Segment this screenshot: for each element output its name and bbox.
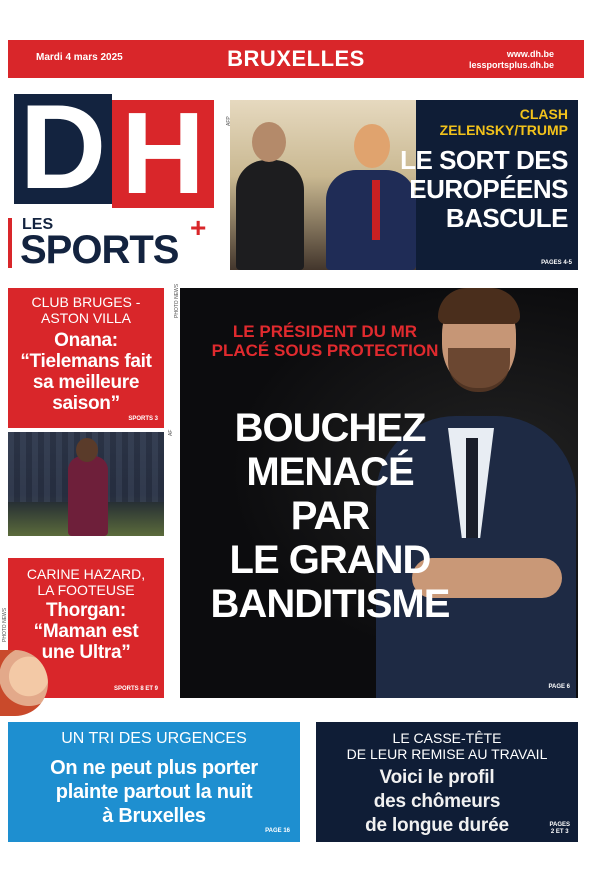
club-quote-line: Onana: [54,330,118,351]
photo-head-left [252,122,286,162]
url-sports[interactable]: lessportsplus.dh.be [468,60,554,70]
teaser-kicker-line: ZELENSKY/TRUMP [439,122,568,138]
urgences-headline-line: On ne peut plus porter [50,757,258,779]
photo-credit-af: AF [168,429,174,436]
club-kicker-line: CLUB BRUGES - [31,294,141,310]
chomeurs-kicker-line: DE LEUR REMISE AU TRAVAIL [346,746,548,762]
logo-letter-d: D [19,80,107,214]
club-kicker-line: ASTON VILLA [40,310,131,326]
urgences-headline-line: plainte partout la nuit [55,781,253,803]
main-headline-line: MENACÉ [246,450,414,494]
teaser-headline-line: BASCULE [445,203,568,233]
club-page-ref: SPORTS 3 [128,416,158,422]
onana-photo [8,432,164,536]
teaser-headline [398,146,568,233]
chomeurs-kicker [316,730,578,762]
chomeurs-ref-line: 2 ET 3 [550,829,569,835]
chomeurs-teaser[interactable] [316,722,578,842]
urgences-teaser[interactable] [8,722,300,842]
url-main[interactable]: www.dh.be [506,49,554,59]
logo-plus-icon: + [190,212,207,243]
photo-credit-photonews-main: PHOTO NEWS [174,283,180,318]
teaser-page-ref: PAGES 4-5 [541,260,572,266]
chomeurs-kicker-line: LE CASSE-TÊTE [392,730,502,746]
urgences-headline-line: à Bruxelles [102,805,206,827]
main-kicker-line: PLACÉ SOUS PROTECTION [211,341,439,360]
zelensky-trump-photo [230,100,416,270]
carine-quote-line: Thorgan: [46,600,126,621]
chomeurs-headline-line: Voici le profil [379,767,495,788]
carine-kicker-line: LA FOOTEUSE [37,582,135,598]
main-headline [180,406,480,626]
main-story-bouchez[interactable] [180,288,578,698]
chomeurs-headline-line: des chômeurs [373,791,501,812]
main-kicker-line: LE PRÉSIDENT DU MR [232,322,418,341]
main-headline-line: LE GRAND [229,538,431,582]
edition-name: BRUXELLES [227,46,365,71]
chomeurs-ref-line: PAGES [549,822,570,828]
teaser-clash-zelensky-trump[interactable] [230,100,578,270]
club-kicker [8,294,164,326]
main-headline-line: BOUCHEZ [234,406,426,450]
dh-logo[interactable] [8,80,220,272]
masthead-urls [469,49,554,71]
bouchez-hair [438,288,520,324]
player-head [76,438,98,462]
main-headline-line: PAR [290,494,370,538]
main-kicker [180,322,470,360]
photo-tie [372,180,380,240]
teaser-headline-line: LE SORT DES [400,145,568,175]
photo-figure-left [236,160,304,270]
carine-quote-line: “Maman est [33,621,139,642]
masthead-bar [8,40,584,78]
logo-les: LES [22,216,54,233]
photo-head-right [354,124,390,168]
carine-kicker-line: CARINE HAZARD, [26,566,146,582]
chomeurs-headline [316,766,558,838]
teaser-kicker-line: CLASH [519,106,568,122]
player-figure [68,456,108,536]
issue-date: Mardi 4 mars 2025 [36,52,123,63]
club-quote-line: “Tielemans fait [20,351,152,372]
urgences-kicker: UN TRI DES URGENCES [61,730,247,747]
chomeurs-page-ref [549,822,570,836]
photo-credit-photonews-left: PHOTO NEWS [2,607,8,642]
club-quote-line: saison” [52,393,120,414]
club-quote [8,330,164,414]
carine-quote-line: une Ultra” [41,642,131,663]
teaser-headline-line: EUROPÉENS [409,174,568,204]
main-page-ref: PAGE 6 [548,684,570,690]
urgences-headline [8,756,300,828]
chomeurs-headline-line: de longue durée [365,815,509,836]
club-bruges-teaser[interactable] [8,288,164,428]
photo-credit-afp: AFP [226,116,232,126]
urgences-page-ref: PAGE 16 [265,828,290,834]
logo-letter-h: H [121,88,205,218]
carine-page-ref: SPORTS 8 ET 9 [113,686,158,692]
logo-sports: SPORTS [20,228,179,272]
teaser-kicker [418,106,568,138]
carine-kicker [8,566,164,598]
logo-accent-bar [8,218,12,268]
club-quote-line: sa meilleure [32,372,140,393]
main-headline-line: BANDITISME [210,582,450,626]
